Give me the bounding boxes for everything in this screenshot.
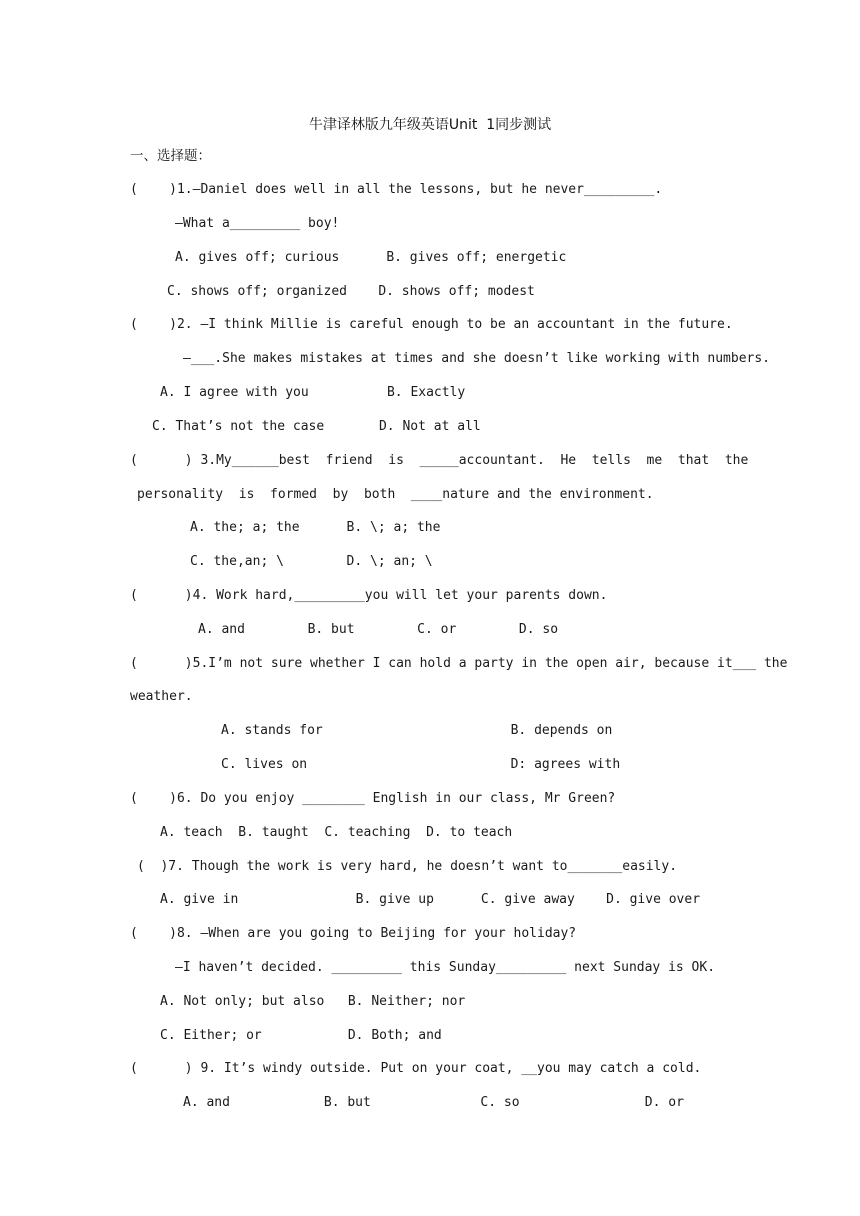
question-9-options: A. and B. but C. so D. or [183,1095,684,1110]
question-8-options-cd: C. Either; or D. Both; and [160,1028,442,1043]
question-6-options: A. teach B. taught C. teaching D. to teach [160,825,513,840]
question-3: ( ) 3.My______best friend is _____accountant. He tells me that the [130,453,749,468]
question-1-options-cd: C. shows off; organized D. shows off; modest [167,284,535,299]
question-8: ( )8. —When are you going to Beijing for your holiday? [130,926,577,941]
question-5-options-ab: A. stands for B. depends on [221,723,613,738]
question-2-options-cd: C. That’s not the case D. Not at all [152,419,481,434]
section-label: 一、选择题： [130,148,211,164]
question-3-options-ab: A. the; a; the B. \; a; the [190,520,441,535]
question-3-continued: personality is formed by both ____nature and the environment. [137,487,654,502]
question-2-options-ab: A. I agree with you B. Exactly [160,385,466,400]
question-4: ( )4. Work hard,_________you will let your parents down. [130,588,608,603]
question-5: ( )5.I’m not sure whether I can hold a party in the open air, because it___ the [130,656,788,671]
question-9: ( ) 9. It’s windy outside. Put on your coat, __you may catch a cold. [130,1061,702,1076]
question-7-options: A. give in B. give up C. give away D. give over [160,892,701,907]
question-2: ( )2. —I think Millie is careful enough to be an accountant in the future. [130,317,733,332]
question-1-options-ab: A. gives off; curious B. gives off; energetic [175,250,567,265]
question-4-options: A. and B. but C. or D. so [198,622,559,637]
question-2-response: —___.She makes mistakes at times and she doesn’t like working with numbers. [183,351,770,366]
question-1-response: —What a_________ boy! [175,216,340,231]
question-8-response: —I haven’t decided. _________ this Sunday_________ next Sunday is OK. [175,960,716,975]
question-5-options-cd: C. lives on D: agrees with [221,757,621,772]
question-8-options-ab: A. Not only; but also B. Neither; nor [160,994,466,1009]
question-7: ( )7. Though the work is very hard, he doesn’t want to_______easily. [137,859,678,874]
question-5-continued: weather. [130,689,193,704]
document-title: 牛津译林版九年级英语Unit 1同步测试 [308,117,552,133]
question-3-options-cd: C. the,an; \ D. \; an; \ [190,554,433,569]
question-6: ( )6. Do you enjoy ________ English in our class, Mr Green? [130,791,616,806]
question-1: ( )1.—Daniel does well in all the lessons, but he never_________. [130,182,663,197]
